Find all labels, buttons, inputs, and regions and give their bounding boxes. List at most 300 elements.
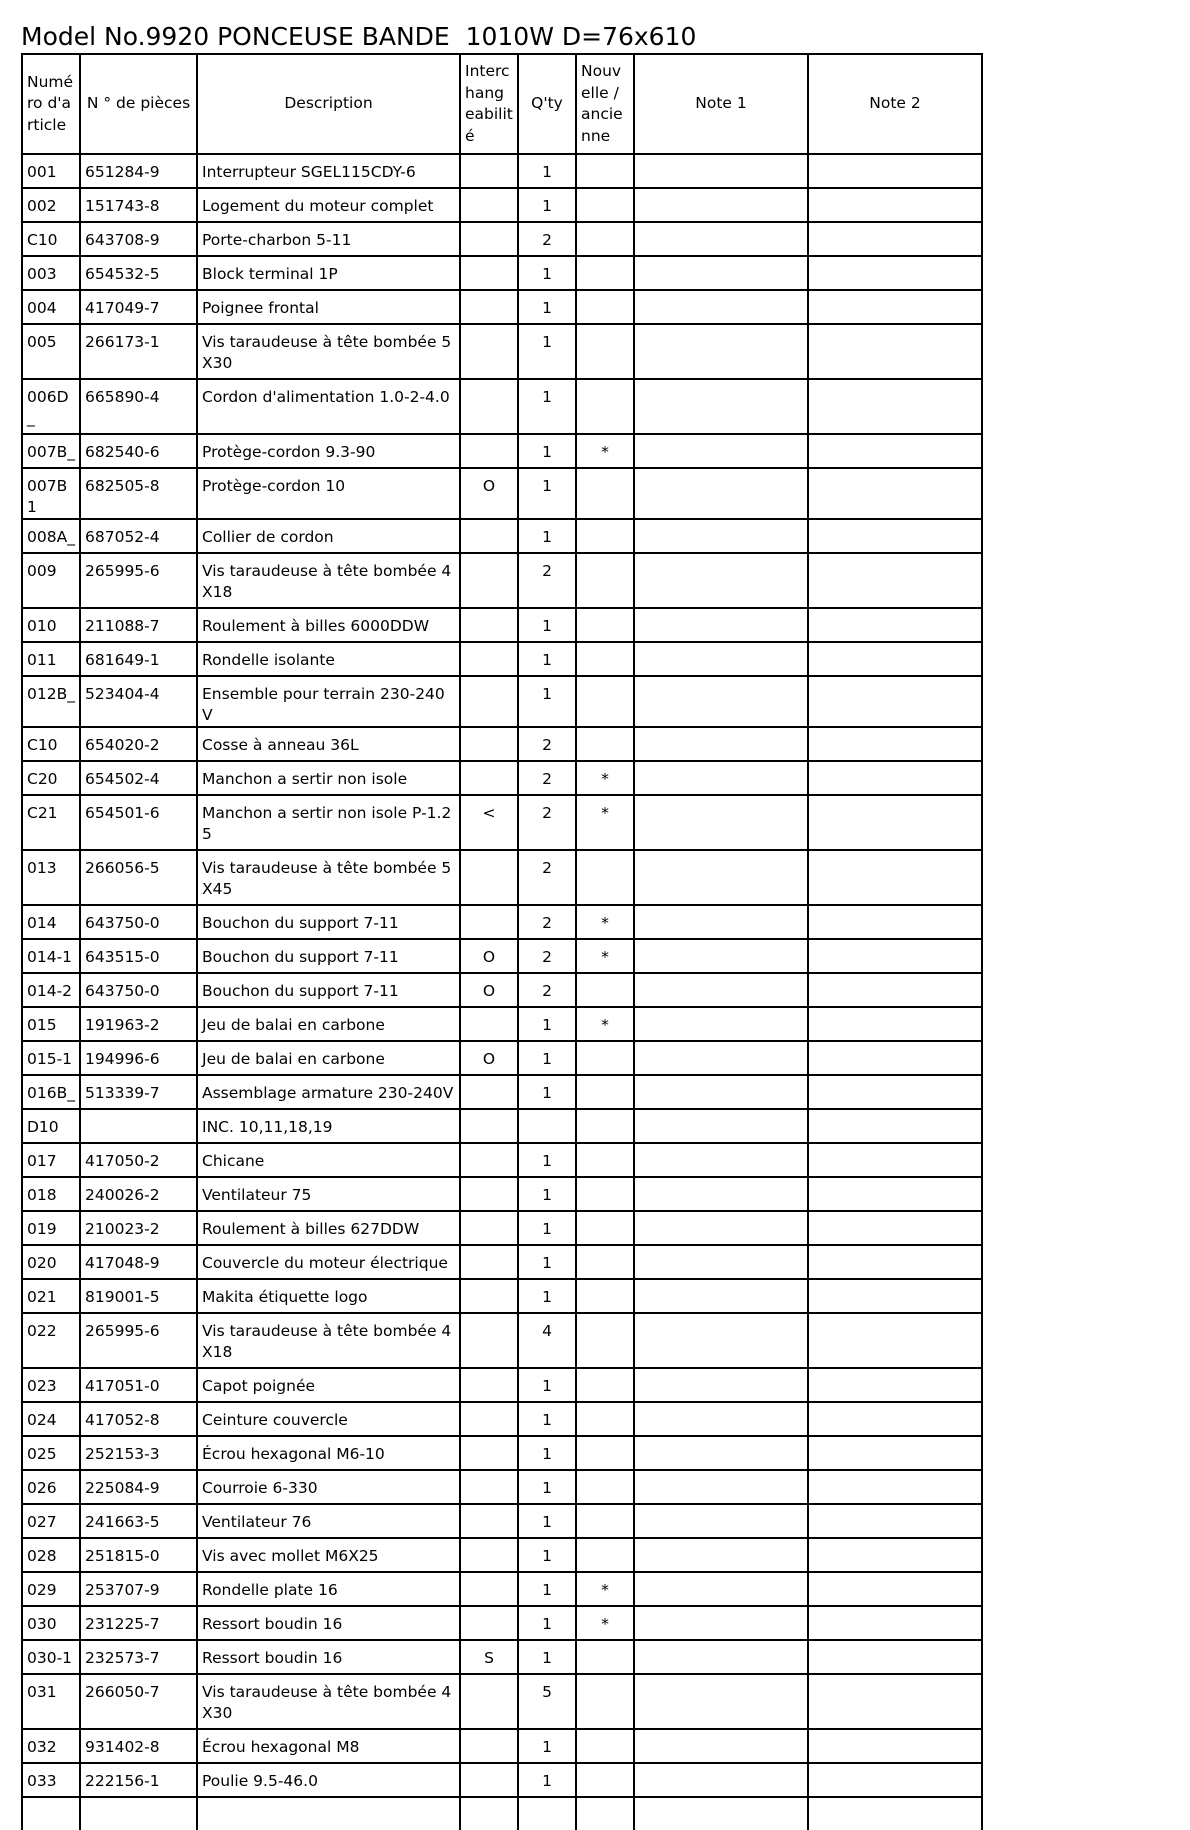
cell-interchangeability <box>460 379 518 434</box>
cell-new-old <box>576 256 634 290</box>
table-row <box>22 154 982 188</box>
cell-item-number: D10 <box>22 1109 80 1143</box>
cell-description: Chicane <box>197 1143 460 1177</box>
cell-new-old <box>576 1313 634 1368</box>
cell-new-old <box>576 1211 634 1245</box>
cell-note-1 <box>634 1436 808 1470</box>
cell-new-old <box>576 608 634 642</box>
cell-note-2 <box>808 1606 982 1640</box>
cell-interchangeability <box>460 1572 518 1606</box>
table-row <box>22 379 982 434</box>
cell-quantity: 1 <box>518 1177 576 1211</box>
cell-quantity: 1 <box>518 1606 576 1640</box>
cell-interchangeability <box>460 1279 518 1313</box>
cell-new-old <box>576 1402 634 1436</box>
cell-note-1 <box>634 468 808 519</box>
cell-note-1 <box>634 850 808 905</box>
cell-description: Jeu de balai en carbone <box>197 1007 460 1041</box>
cell-description: Poignee frontal <box>197 290 460 324</box>
table-row <box>22 1245 982 1279</box>
cell-new-old: * <box>576 1007 634 1041</box>
cell-note-2 <box>808 1313 982 1368</box>
cell-item-number: 001 <box>22 154 80 188</box>
cell-part-number: 211088-7 <box>80 608 197 642</box>
cell-note-1 <box>634 1279 808 1313</box>
cell-interchangeability <box>460 1075 518 1109</box>
table-row <box>22 468 982 519</box>
cell-interchangeability <box>460 1470 518 1504</box>
cell-note-1 <box>634 154 808 188</box>
cell-part-number: 241663-5 <box>80 1504 197 1538</box>
header-note-1: Note 1 <box>634 54 808 154</box>
cell-note-2 <box>808 1368 982 1402</box>
cell-quantity: 2 <box>518 905 576 939</box>
cell-part-number: 651284-9 <box>80 154 197 188</box>
table-row <box>22 761 982 795</box>
cell-new-old <box>576 379 634 434</box>
cell-interchangeability <box>460 324 518 379</box>
cell-interchangeability <box>460 761 518 795</box>
cell-new-old: * <box>576 905 634 939</box>
cell-description: Rondelle isolante <box>197 642 460 676</box>
cell-new-old <box>576 222 634 256</box>
table-row <box>22 1143 982 1177</box>
cell-quantity: 1 <box>518 1279 576 1313</box>
table-row <box>22 1640 982 1674</box>
cell-item-number: 013 <box>22 850 80 905</box>
table-row <box>22 727 982 761</box>
cell-note-2 <box>808 1143 982 1177</box>
cell-note-1 <box>634 1177 808 1211</box>
cell-note-2 <box>808 761 982 795</box>
cell-description: Couvercle du moteur électrique <box>197 1245 460 1279</box>
cell-interchangeability <box>460 676 518 727</box>
cell-note-2 <box>808 795 982 850</box>
cell-item-number: 026 <box>22 1470 80 1504</box>
table-row <box>22 1436 982 1470</box>
cell-interchangeability <box>460 1436 518 1470</box>
cell-new-old: * <box>576 761 634 795</box>
cell-part-number: 681649-1 <box>80 642 197 676</box>
cell-interchangeability <box>460 1177 518 1211</box>
cell-quantity: 1 <box>518 1041 576 1075</box>
cell-item-number: 014 <box>22 905 80 939</box>
cell-interchangeability: O <box>460 939 518 973</box>
cell-item-number: 016B_ <box>22 1075 80 1109</box>
cell-new-old <box>576 1279 634 1313</box>
cell-note-1 <box>634 1538 808 1572</box>
cell-quantity: 2 <box>518 761 576 795</box>
cell-interchangeability <box>460 154 518 188</box>
cell-part-number: 265995-6 <box>80 1313 197 1368</box>
cell-new-old: * <box>576 795 634 850</box>
cell-quantity <box>518 1797 576 1830</box>
cell-item-number: 007B_ <box>22 434 80 468</box>
cell-new-old: * <box>576 939 634 973</box>
cell-note-2 <box>808 1674 982 1729</box>
cell-new-old <box>576 676 634 727</box>
table-row <box>22 1177 982 1211</box>
cell-note-2 <box>808 1109 982 1143</box>
cell-item-number: 017 <box>22 1143 80 1177</box>
cell-description: Roulement à billes 6000DDW <box>197 608 460 642</box>
cell-note-1 <box>634 1041 808 1075</box>
cell-quantity: 5 <box>518 1674 576 1729</box>
cell-quantity: 1 <box>518 642 576 676</box>
cell-new-old <box>576 1143 634 1177</box>
cell-note-2 <box>808 468 982 519</box>
table-row <box>22 795 982 850</box>
cell-item-number: C21 <box>22 795 80 850</box>
cell-description: Bouchon du support 7-11 <box>197 973 460 1007</box>
header-note-2: Note 2 <box>808 54 982 154</box>
cell-description: Vis taraudeuse à tête bombée 5X30 <box>197 324 460 379</box>
cell-note-1 <box>634 1640 808 1674</box>
cell-item-number: 024 <box>22 1402 80 1436</box>
cell-interchangeability: S <box>460 1640 518 1674</box>
table-row <box>22 1211 982 1245</box>
table-row <box>22 939 982 973</box>
cell-part-number: 643750-0 <box>80 905 197 939</box>
cell-description: Jeu de balai en carbone <box>197 1041 460 1075</box>
cell-description <box>197 1797 460 1830</box>
cell-quantity: 2 <box>518 973 576 1007</box>
cell-new-old: * <box>576 1572 634 1606</box>
cell-description: Manchon a sertir non isole P-1.25 <box>197 795 460 850</box>
cell-description: Cosse à anneau 36L <box>197 727 460 761</box>
table-row <box>22 905 982 939</box>
cell-part-number: 240026-2 <box>80 1177 197 1211</box>
cell-note-1 <box>634 1075 808 1109</box>
parts-table-body <box>22 154 982 1830</box>
cell-quantity: 1 <box>518 324 576 379</box>
cell-note-1 <box>634 1402 808 1436</box>
table-row <box>22 1538 982 1572</box>
cell-note-2 <box>808 1007 982 1041</box>
cell-note-1 <box>634 188 808 222</box>
cell-note-2 <box>808 553 982 608</box>
parts-table <box>21 53 983 1830</box>
table-row <box>22 973 982 1007</box>
cell-part-number: 151743-8 <box>80 188 197 222</box>
cell-note-2 <box>808 642 982 676</box>
cell-quantity <box>518 1109 576 1143</box>
cell-interchangeability <box>460 1402 518 1436</box>
cell-interchangeability <box>460 1007 518 1041</box>
cell-quantity: 1 <box>518 1007 576 1041</box>
cell-note-2 <box>808 905 982 939</box>
cell-description: Collier de cordon <box>197 519 460 553</box>
cell-interchangeability <box>460 434 518 468</box>
table-row <box>22 1041 982 1075</box>
cell-interchangeability <box>460 1245 518 1279</box>
cell-interchangeability <box>460 1143 518 1177</box>
cell-note-1 <box>634 939 808 973</box>
cell-note-1 <box>634 1763 808 1797</box>
cell-interchangeability: < <box>460 795 518 850</box>
cell-note-2 <box>808 222 982 256</box>
cell-note-2 <box>808 1436 982 1470</box>
cell-part-number: 210023-2 <box>80 1211 197 1245</box>
cell-quantity: 2 <box>518 727 576 761</box>
cell-note-2 <box>808 379 982 434</box>
cell-quantity: 1 <box>518 434 576 468</box>
cell-description: Vis avec mollet M6X25 <box>197 1538 460 1572</box>
cell-quantity: 1 <box>518 1640 576 1674</box>
cell-description: Écrou hexagonal M8 <box>197 1729 460 1763</box>
table-row <box>22 1007 982 1041</box>
cell-note-2 <box>808 1402 982 1436</box>
cell-item-number: 030 <box>22 1606 80 1640</box>
cell-new-old <box>576 642 634 676</box>
cell-interchangeability <box>460 553 518 608</box>
cell-note-1 <box>634 379 808 434</box>
cell-item-number: C10 <box>22 727 80 761</box>
cell-note-2 <box>808 1504 982 1538</box>
cell-note-2 <box>808 973 982 1007</box>
table-row <box>22 222 982 256</box>
cell-description: Ventilateur 75 <box>197 1177 460 1211</box>
cell-item-number: 012B_ <box>22 676 80 727</box>
cell-item-number: 029 <box>22 1572 80 1606</box>
cell-part-number: 643515-0 <box>80 939 197 973</box>
cell-interchangeability <box>460 642 518 676</box>
cell-part-number: 417050-2 <box>80 1143 197 1177</box>
cell-description: Porte-charbon 5-11 <box>197 222 460 256</box>
cell-part-number: 654502-4 <box>80 761 197 795</box>
cell-note-1 <box>634 1109 808 1143</box>
cell-new-old <box>576 1763 634 1797</box>
cell-part-number: 417051-0 <box>80 1368 197 1402</box>
cell-part-number: 417052-8 <box>80 1402 197 1436</box>
cell-description: Protège-cordon 10 <box>197 468 460 519</box>
cell-quantity: 1 <box>518 608 576 642</box>
header-new-old: Nouvelle / ancienne <box>576 54 634 154</box>
cell-quantity: 1 <box>518 188 576 222</box>
cell-interchangeability <box>460 1313 518 1368</box>
cell-item-number: 033 <box>22 1763 80 1797</box>
table-row <box>22 1470 982 1504</box>
table-row <box>22 1075 982 1109</box>
cell-item-number: 010 <box>22 608 80 642</box>
table-row <box>22 1729 982 1763</box>
cell-part-number: 225084-9 <box>80 1470 197 1504</box>
cell-quantity: 1 <box>518 1075 576 1109</box>
cell-part-number: 523404-4 <box>80 676 197 727</box>
cell-description: Courroie 6-330 <box>197 1470 460 1504</box>
cell-quantity: 2 <box>518 795 576 850</box>
cell-note-1 <box>634 1504 808 1538</box>
cell-quantity: 1 <box>518 1572 576 1606</box>
cell-part-number: 643750-0 <box>80 973 197 1007</box>
cell-description: Poulie 9.5-46.0 <box>197 1763 460 1797</box>
cell-note-1 <box>634 1606 808 1640</box>
cell-new-old <box>576 468 634 519</box>
cell-quantity: 2 <box>518 939 576 973</box>
cell-new-old <box>576 290 634 324</box>
table-row <box>22 324 982 379</box>
table-row <box>22 519 982 553</box>
cell-quantity: 2 <box>518 553 576 608</box>
cell-item-number: 027 <box>22 1504 80 1538</box>
cell-note-2 <box>808 188 982 222</box>
cell-quantity: 2 <box>518 850 576 905</box>
cell-part-number: 266050-7 <box>80 1674 197 1729</box>
cell-item-number: 019 <box>22 1211 80 1245</box>
cell-interchangeability <box>460 905 518 939</box>
cell-description: Protège-cordon 9.3-90 <box>197 434 460 468</box>
cell-quantity: 1 <box>518 1504 576 1538</box>
cell-note-2 <box>808 939 982 973</box>
cell-note-2 <box>808 1640 982 1674</box>
cell-note-2 <box>808 290 982 324</box>
table-row <box>22 608 982 642</box>
cell-quantity: 4 <box>518 1313 576 1368</box>
cell-part-number: 417049-7 <box>80 290 197 324</box>
cell-note-2 <box>808 676 982 727</box>
cell-interchangeability <box>460 1211 518 1245</box>
cell-new-old <box>576 1075 634 1109</box>
cell-description: Capot poignée <box>197 1368 460 1402</box>
cell-part-number <box>80 1109 197 1143</box>
cell-quantity: 1 <box>518 290 576 324</box>
cell-new-old <box>576 1245 634 1279</box>
cell-note-1 <box>634 1470 808 1504</box>
cell-quantity: 1 <box>518 676 576 727</box>
cell-item-number: 005 <box>22 324 80 379</box>
cell-item-number: 008A_ <box>22 519 80 553</box>
cell-description: Vis taraudeuse à tête bombée 4X18 <box>197 1313 460 1368</box>
cell-item-number: 020 <box>22 1245 80 1279</box>
cell-note-2 <box>808 256 982 290</box>
cell-description: Vis taraudeuse à tête bombée 5X45 <box>197 850 460 905</box>
table-row <box>22 1313 982 1368</box>
table-row <box>22 676 982 727</box>
cell-item-number: 031 <box>22 1674 80 1729</box>
cell-part-number: 222156-1 <box>80 1763 197 1797</box>
cell-note-2 <box>808 1572 982 1606</box>
cell-note-1 <box>634 795 808 850</box>
cell-note-2 <box>808 1538 982 1572</box>
cell-new-old: * <box>576 1606 634 1640</box>
cell-part-number: 931402-8 <box>80 1729 197 1763</box>
cell-interchangeability <box>460 188 518 222</box>
cell-part-number: 819001-5 <box>80 1279 197 1313</box>
cell-interchangeability <box>460 1674 518 1729</box>
cell-note-1 <box>634 1245 808 1279</box>
table-row <box>22 1763 982 1797</box>
cell-description: Interrupteur SGEL115CDY-6 <box>197 154 460 188</box>
cell-interchangeability <box>460 1763 518 1797</box>
cell-interchangeability: O <box>460 973 518 1007</box>
cell-note-1 <box>634 553 808 608</box>
table-row <box>22 290 982 324</box>
cell-interchangeability <box>460 1109 518 1143</box>
cell-part-number: 643708-9 <box>80 222 197 256</box>
cell-new-old <box>576 1504 634 1538</box>
cell-description: Ressort boudin 16 <box>197 1606 460 1640</box>
table-row <box>22 1109 982 1143</box>
table-row <box>22 642 982 676</box>
cell-interchangeability <box>460 1729 518 1763</box>
cell-part-number: 654532-5 <box>80 256 197 290</box>
cell-note-1 <box>634 1572 808 1606</box>
cell-interchangeability <box>460 222 518 256</box>
cell-interchangeability <box>460 519 518 553</box>
cell-description: Écrou hexagonal M6-10 <box>197 1436 460 1470</box>
header-quantity: Q'ty <box>518 54 576 154</box>
cell-note-2 <box>808 1470 982 1504</box>
cell-new-old <box>576 727 634 761</box>
cell-new-old <box>576 1368 634 1402</box>
cell-new-old <box>576 188 634 222</box>
cell-item-number: C10 <box>22 222 80 256</box>
table-row <box>22 1797 982 1830</box>
cell-note-1 <box>634 973 808 1007</box>
cell-interchangeability <box>460 1606 518 1640</box>
cell-part-number: 232573-7 <box>80 1640 197 1674</box>
cell-note-1 <box>634 222 808 256</box>
cell-new-old <box>576 1538 634 1572</box>
cell-item-number: 023 <box>22 1368 80 1402</box>
cell-interchangeability <box>460 727 518 761</box>
cell-quantity: 1 <box>518 1402 576 1436</box>
cell-new-old: * <box>576 434 634 468</box>
cell-quantity: 1 <box>518 468 576 519</box>
table-row <box>22 1606 982 1640</box>
cell-part-number: 251815-0 <box>80 1538 197 1572</box>
header-part-number: N ° de pièces <box>80 54 197 154</box>
cell-quantity: 1 <box>518 1470 576 1504</box>
table-row <box>22 1674 982 1729</box>
cell-quantity: 1 <box>518 519 576 553</box>
cell-item-number: 030-1 <box>22 1640 80 1674</box>
cell-item-number: 002 <box>22 188 80 222</box>
table-row <box>22 1368 982 1402</box>
table-row <box>22 434 982 468</box>
cell-note-1 <box>634 761 808 795</box>
cell-note-2 <box>808 1279 982 1313</box>
cell-interchangeability <box>460 608 518 642</box>
cell-description: Cordon d'alimentation 1.0-2-4.0 <box>197 379 460 434</box>
cell-note-1 <box>634 1729 808 1763</box>
cell-description: Bouchon du support 7-11 <box>197 905 460 939</box>
cell-note-1 <box>634 519 808 553</box>
cell-item-number: 007B1 <box>22 468 80 519</box>
cell-new-old <box>576 973 634 1007</box>
cell-description: Ventilateur 76 <box>197 1504 460 1538</box>
cell-description: Makita étiquette logo <box>197 1279 460 1313</box>
cell-item-number: 006D_ <box>22 379 80 434</box>
cell-item-number: 032 <box>22 1729 80 1763</box>
cell-item-number: 022 <box>22 1313 80 1368</box>
cell-item-number: 003 <box>22 256 80 290</box>
cell-note-2 <box>808 1729 982 1763</box>
cell-part-number: 682505-8 <box>80 468 197 519</box>
cell-description: Roulement à billes 627DDW <box>197 1211 460 1245</box>
cell-quantity: 1 <box>518 1763 576 1797</box>
cell-description: Manchon a sertir non isole <box>197 761 460 795</box>
cell-item-number: 025 <box>22 1436 80 1470</box>
cell-note-1 <box>634 1313 808 1368</box>
cell-part-number: 513339-7 <box>80 1075 197 1109</box>
cell-quantity: 1 <box>518 1143 576 1177</box>
cell-quantity: 1 <box>518 1436 576 1470</box>
cell-part-number: 665890-4 <box>80 379 197 434</box>
cell-new-old <box>576 1436 634 1470</box>
cell-quantity: 2 <box>518 222 576 256</box>
cell-note-2 <box>808 324 982 379</box>
